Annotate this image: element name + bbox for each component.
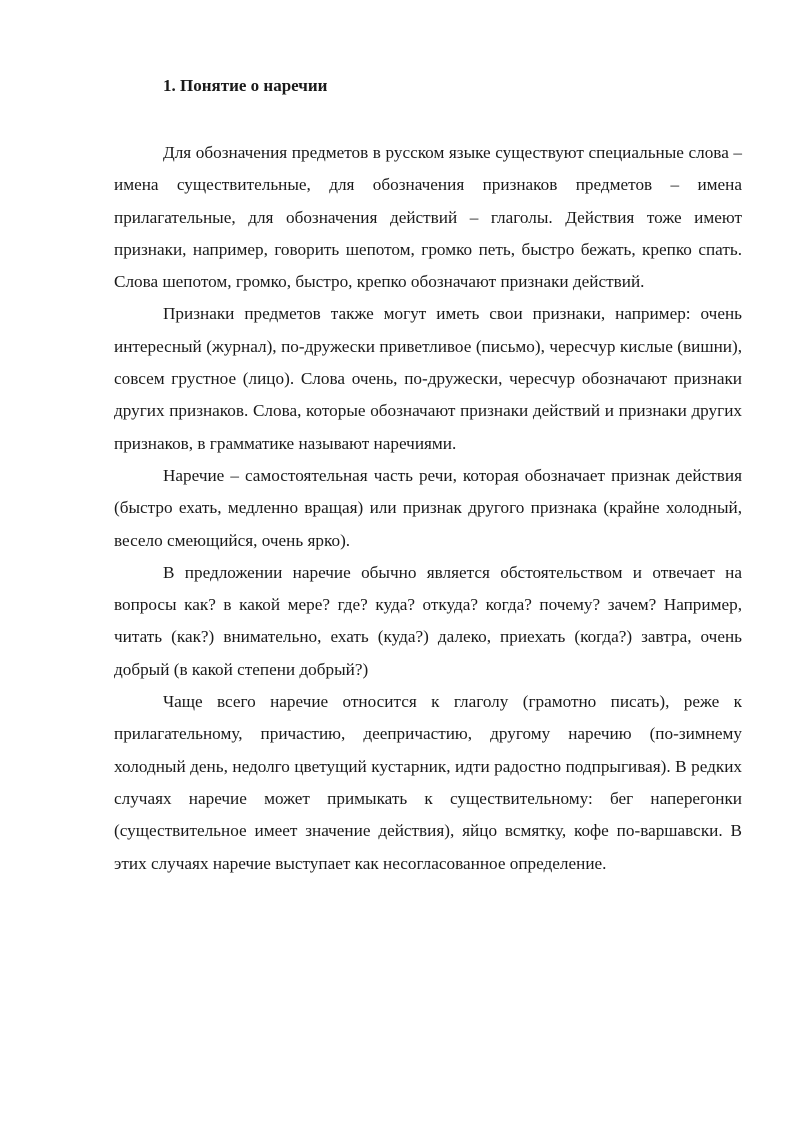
paragraph: Признаки предметов также могут иметь свои признаки, например: очень интересный (журнал), по-дружески приветливое (письмо), чересчур кислые (вишни), совсем грустное (лицо). Слова очень, по-дружески, чересчур обозначают признаки других признаков. Слова, которые обозначают признаки действий и признаки других признаков, в грамматике называют наречиями. (114, 304, 742, 453)
section-heading: 1. Понятие о наречии (163, 76, 328, 95)
paragraph: В предложении наречие обычно является обстоятельством и отвечает на вопросы как? в какой мере? где? куда? откуда? когда? почему? зачем? Например, читать (как?) внимательно, ехать (куда?) далеко, приехать (когда?) завтра, очень добрый (в какой степени добрый?) (114, 562, 742, 679)
document-body (114, 137, 742, 880)
paragraph: Чаще всего наречие относится к глаголу (грамотно писать), реже к прилагательному, причастию, деепричастию, другому наречию (по-зимнему холодный день, недолго цветущий кустарник, идти радостно подпрыгивая). В редких случаях наречие может примыкать к существительному: бег наперегонки (существительное имеет значение действия), яйцо всмятку, кофе по-варшавски. В этих случаях наречие выступает как несогласованное определение. (114, 692, 742, 873)
paragraph: Наречие – самостоятельная часть речи, которая обозначает признак действия (быстро ехать, медленно вращая) или признак другого признака (крайне холодный, весело смеющийся, очень ярко). (114, 465, 742, 550)
paragraph: Для обозначения предметов в русском языке существуют специальные слова – имена существительные, для обозначения признаков предметов – имена прилагательные, для обозначения действий – глаголы. Действия тоже имеют признаки, например, говорить шепотом, громко петь, быстро бежать, крепко спать. Слова шепотом, громко, быстро, крепко обозначают признаки действий. (114, 143, 742, 292)
